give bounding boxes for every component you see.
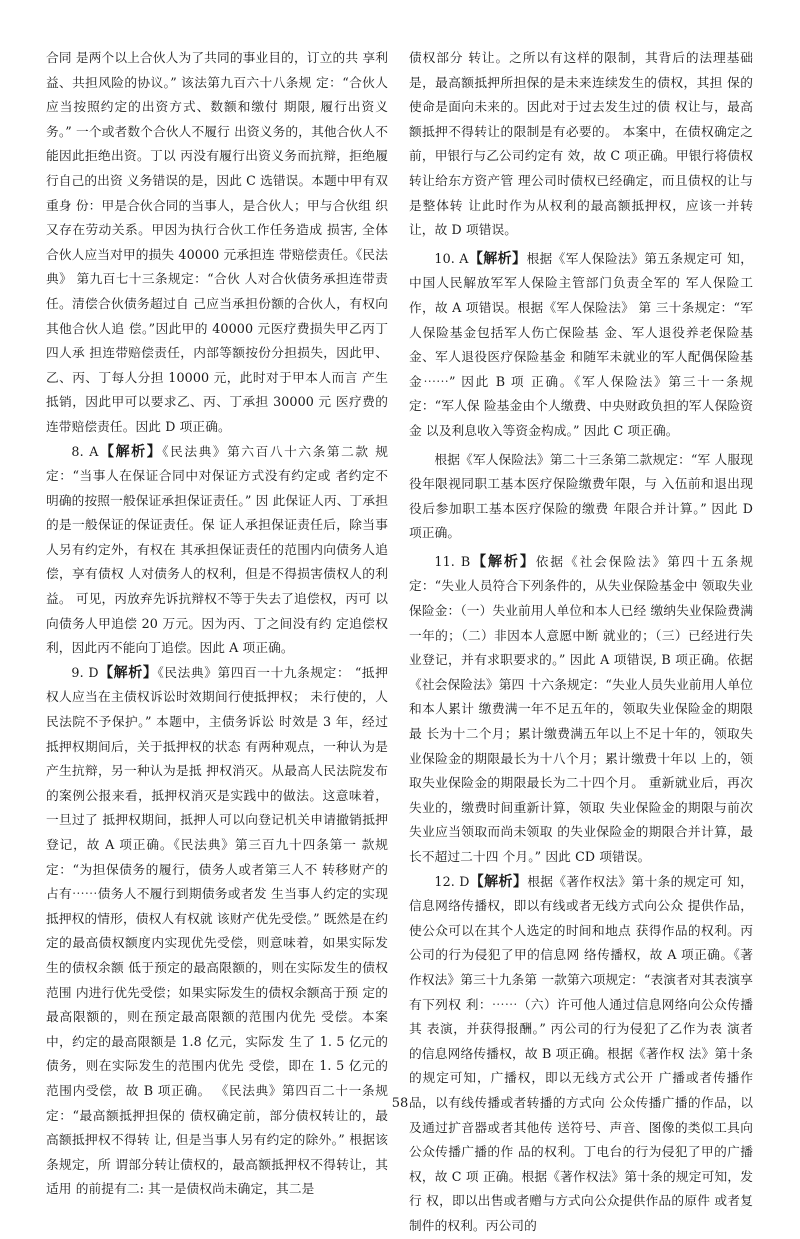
analysis-tag: 【解析】 [98,664,158,681]
right-column [409,46,753,1239]
question-number: 11. B [434,553,471,569]
paragraph [46,46,388,440]
paragraph [46,440,388,661]
paragraph-text: 根据《军人保险法》第五条规定可 知，中国人民解放军军人保险主管部门负责全军的 军人保险工作，故 A 项错误。根据《军人保险法》 第 三十条规定：“军人保险基金包括军人伤亡保险基 金、军人退役养老保险基金、军人退役医疗保险基金 和随军未就业的军人配偶保险基金⋯⋯” 因此 B 项 正确。《军人保险法》第三十一条规定：“军人保 险基金由个人缴费、中央财政负担的军人保险资金 以及利息收入等资金构成。” 因此 C 项正确。 [409,250,753,438]
page-number: 58 [391,1096,409,1111]
question-number: 10. A [434,250,469,266]
analysis-tag: 【解析】 [470,553,536,570]
question-number: 9. D [71,664,99,680]
paragraph [409,448,753,546]
paragraph [409,46,753,243]
paragraph [46,661,388,1202]
question-number: 12. D [434,873,470,889]
analysis-tag: 【解析】 [469,873,528,890]
left-column [46,46,388,1202]
paragraph [409,247,753,444]
paragraph-text: 债权部分 转让。之所以有这样的限制，其背后的法理基础是，最高额抵押所担保的是未来连续发生的债权，其担 保的使命是面向未来的。因此对于过去发生过的债 权让与，最高额抵押不得转让的限制是有必要的。 本案中，在债权确定之前，甲银行与乙公司约定有 效，故 C 项正确。甲银行将债权转让给东方资产管 理公司时债权已经确定，而且债权的让与是整体转 让此时作为从权利的最高额抵押权，应该一并转 让，故 D 项错误。 [409,50,753,238]
analysis-tag: 【解析】 [468,250,527,267]
paragraph [409,870,753,1239]
paragraph-text: 合同 是两个以上合伙人为了共同的事业目的，订立的共 享利益、共担风险的协议。” 该法第九百六十八条规 定：“合伙人应当按照约定的出资方式、数额和缴付 期限, 履行出资义务。” 一个或者数个合伙人不履行 出资义务的，其他合伙人不能因此拒绝出资。丁以 丙没有履行出资义务而抗辩，拒绝履行自己的出资 义务错误的是，因此 C 选错误。本题中甲有双重身 份：甲是合伙合同的当事人，是合伙人；甲与合伙组 织又存在劳动关系。甲因为执行合伙工作任务造成 损害, 全体合伙人应当对甲的损失 40000 元承担连 带赔偿责任。《民法典》 第九百七十三条规定：“合伙 人对合伙债务承担连带责任。清偿合伙债务超过自 己应当承担份额的合伙人，有权向其他合伙人追 偿。”因此甲的 40000 元医疗费损失甲乙丙丁四人承 担连带赔偿责任，内部等额按份分担损失，因此甲、 乙、丙、丁每人分担 10000 元，此时对于甲本人而言 产生抵销，因此甲可以要求乙、丙、丁承担 30000 元 医疗费的连带赔偿责任。因此 D 项正确。 [46,50,388,434]
question-number: 8. A [71,443,99,459]
analysis-tag: 【解析】 [98,443,163,460]
paragraph-text: 依据《社会保险法》第四十五条规 定：“失业人员符合下列条件的，从失业保险基金中 领取失业保险金：（一）失业前用人单位和本人已经 缴纳失业保险费满一年的；（二）非因本人意愿中断 就业的；（三）已经进行失业登记，并有求职要求的。” 因此 A 项错误, B 项正确。依据《社会保险法》第四 十六条规定：“失业人员失业前用人单位和本人累计 缴费满一年不足五年的，领取失业保险金的期限最 长为十二个月；累计缴费满五年以上不足十年的，领取失业保险金的期限最长为十八个月；累计缴费十年以 上的，领取失业保险金的期限最长为二十四个月。 重新就业后，再次失业的，缴费时间重新计算，领取 失业保险金的期限与前次失业应当领取而尚未领取 的失业保险金的期限合并计算，最长不超过二十四 个月。” 因此 CD 项错误。 [409,553,754,864]
paragraph [409,550,753,870]
paragraph-text: 《民法典》第六百八十六条第二款 规定：“当事人在保证合同中对保证方式没有约定或 者约定不明确的按照一般保证承担保证责任。” 因 此保证人丙、丁承担的是一般保证的保证责任。保 证人承担保证责任后，除当事人另有约定外，有权在 其承担保证责任的范围内向债务人追偿，享有债权 人对债务人的权利，但是不得损害债权人的利益。 可见，丙放弃先诉抗辩权不等于失去了追偿权，丙可 以向债务人甲追偿 20 万元。因为丙、丁之间没有约 定追偿权利，因此丙不能向丁追偿。因此 A 项正确。 [46,443,388,656]
paragraph-text: 根据《军人保险法》第二十三条第二款规定：“军 人服现役年限视同职工基本医疗保险缴费年限，与 入伍前和退出现役后参加职工基本医疗保险的缴费 年限合并计算。” 因此 D 项正确。 [409,451,753,541]
paragraph-text: 根据《著作权法》第十条的规定可 知，信息网络传播权，即以有线或者无线方式向公众 提供作品，使公众可以在其个人选定的时间和地点 获得作品的权利。丙公司的行为侵犯了甲的信息网 络传播权，故 A 项正确。《著作权法》第三十九条第 一款第六项规定：“表演者对其表演享有下列权 利：⋯⋯（六）许可他人通过信息网络向公众传播其 表演，并获得报酬。” 丙公司的行为侵犯了乙作为表 演者的信息网络传播权，故 B 项正确。根据《著作权 法》第十条的规定可知，广播权，即以无线方式公开 广播或者传播作品，以有线传播或者转播的方式向 公众传播广播的作品，以及通过扩音器或者其他传 送符号、声音、图像的类似工具向公众传播广播的作 品的权利。丁电台的行为侵犯了甲的广播权，故 C 项 正确。根据《著作权法》第十条的规定可知，发行 权，即以出售或者赠与方式向公众提供作品的原件 或者复制件的权利。丙公司的 [409,873,753,1233]
paragraph-text: 《民法典》第四百一十九条规定： “抵押权人应当在主债权诉讼时效期间行使抵押权； 未行使的，人民法院不予保护。” 本题中，主债务诉讼 时效是 3 年，经过抵押权期间后，关于抵押权的状态 有两种观点，一种认为是产生抗辩，另一种认为是抵 押权消灭。从最高人民法院发布的案例公报来看，抵押权消灭是实践中的做法。这意味着，一旦过了 抵押权期间，抵押人可以向登记机关申请撤销抵押 登记，故 A 项正确。《民法典》第三百九十四条第一 款规定：“为担保债务的履行，债务人或者第三人不 转移财产的占有⋯⋯债务人不履行到期债务或者发 生当事人约定的实现抵押权的情形，债权人有权就 该财产优先受偿。” 既然是在约定的最高债权额度内实现优先受偿，则意味着，如果实际发生的债权余额 低于预定的最高限额的，则在实际发生的债权范围 内进行优先受偿；如果实际发生的债权余额高于预 定的最高限额的，则在预定最高限额的范围内优先 受偿。本案中，约定的最高限额是 1.8 亿元，实际发 生了 1. 5 亿元的债务，则在实际发生的范围内优先 受偿，即在 1. 5 亿元的范围内受偿，故 B 项正确。 《民法典》第四百二十一条规定：“最高额抵押担保的 债权确定前，部分债权转让的，最高额抵押权不得转 让, 但是当事人另有约定的除外。” 根据该条规定，所 谓部分转让债权的，最高额抵押权不得转让，其适用 的前提有二: 其一是债权尚未确定，其二是 [46,664,388,1197]
